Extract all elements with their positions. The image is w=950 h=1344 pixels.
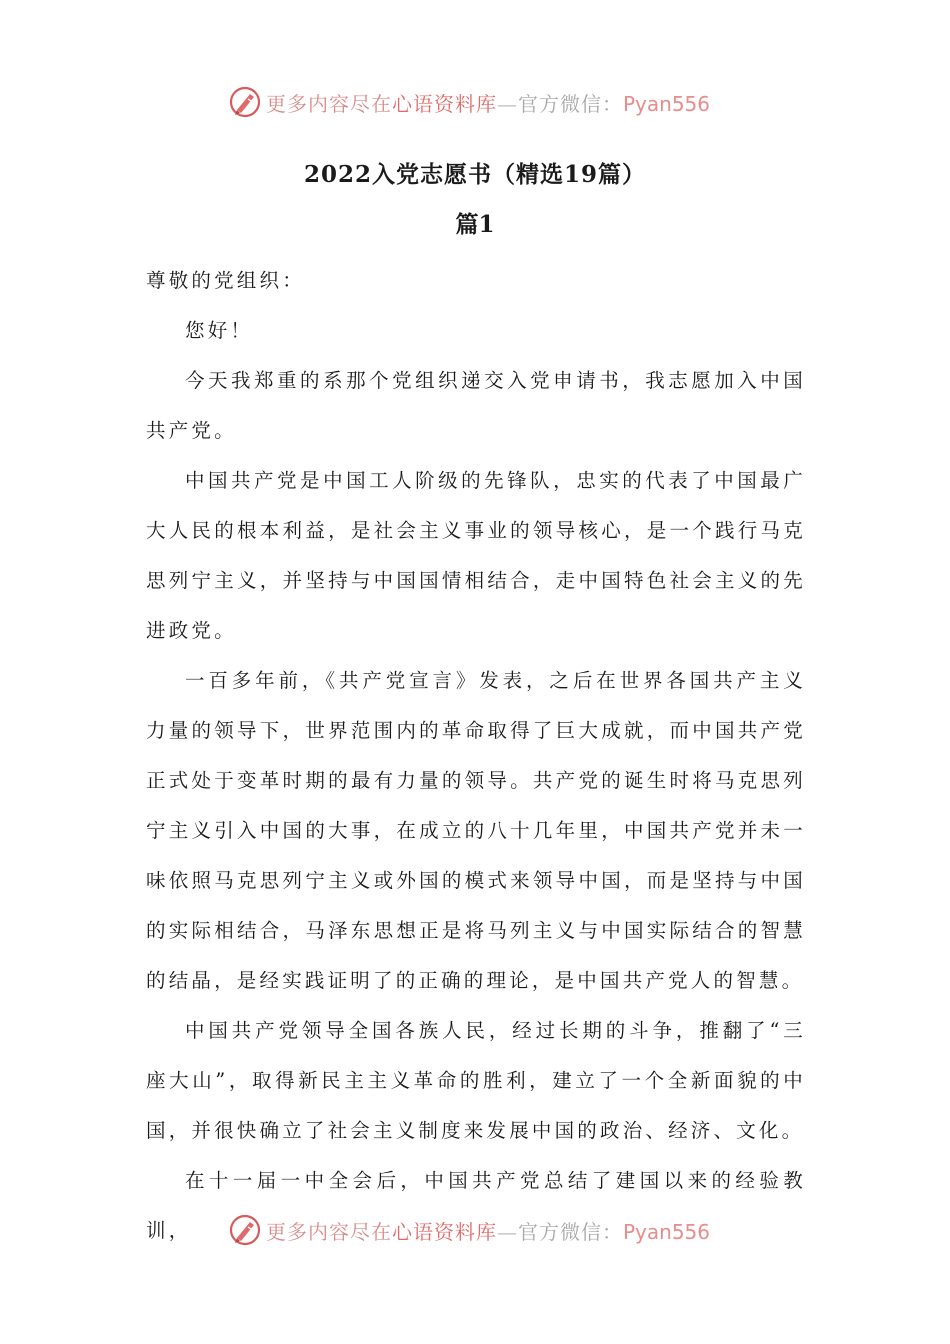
banner-dash: — (497, 1219, 518, 1244)
banner-site-name: 心语资料库 (392, 1219, 497, 1244)
banner-prefix: 更多内容尽在 (266, 1219, 392, 1244)
banner-text (266, 88, 710, 117)
salutation: 尊敬的党组织： (146, 269, 305, 292)
paragraph: 中国共产党领导全国各族人民，经过长期的斗争，推翻了“三座大山”，取得新民主主义革命的胜利，建立了一个全新面貌的中国，并很快确立了社会主义制度来发展中国的政治、经济、文化。 (146, 1019, 806, 1142)
paragraph: 中国共产党是中国工人阶级的先锋队，忠实的代表了中国最广大人民的根本利益，是社会主义事业的领导核心，是一个践行马克思列宁主义，并坚持与中国国情相结合，走中国特色社会主义的先进政党。 (146, 469, 806, 642)
banner-wechat-account: Pyan556 (623, 1219, 711, 1244)
document-body (146, 256, 806, 1256)
header-banner (0, 82, 950, 122)
banner-wechat-account: Pyan556 (623, 91, 711, 116)
banner-dash: — (497, 91, 518, 116)
paragraph: 在十一届一中全会后，中国共产党总结了建国以来的经验教训， (146, 1169, 806, 1242)
document-title: 2022入党志愿书（精选19篇） (303, 161, 647, 188)
paragraph: 一百多年前，《共产党宣言》发表，之后在世界各国共产主义力量的领导下，世界范围内的革命取得了巨大成就，而中国共产党正式处于变革时期的最有力量的领导。共产党的诞生时将马克思列宁主义引入中国的大事，在成立的八十几年里，中国共产党并未一味依照马克思列宁主义或外国的模式来领导中国，而是坚持与中国的实际相结合，马泽东思想正是将马列主义与中国实际结合的智慧的结晶，是经实践证明了的正确的理论，是中国共产党人的智慧。 (146, 669, 806, 992)
banner-official-label: 官方微信： (518, 1219, 623, 1244)
pen-logo-icon (228, 1213, 262, 1247)
pen-logo-icon (228, 85, 262, 119)
banner-prefix: 更多内容尽在 (266, 91, 392, 116)
banner-text (266, 1216, 710, 1245)
banner-site-name: 心语资料库 (392, 91, 497, 116)
paragraph: 今天我郑重的系那个党组织递交入党申请书，我志愿加入中国共产党。 (146, 369, 806, 442)
paragraph: 您好！ (185, 319, 254, 342)
banner-official-label: 官方微信： (518, 91, 623, 116)
section-heading: 篇1 (455, 211, 495, 238)
footer-banner (0, 1210, 950, 1250)
